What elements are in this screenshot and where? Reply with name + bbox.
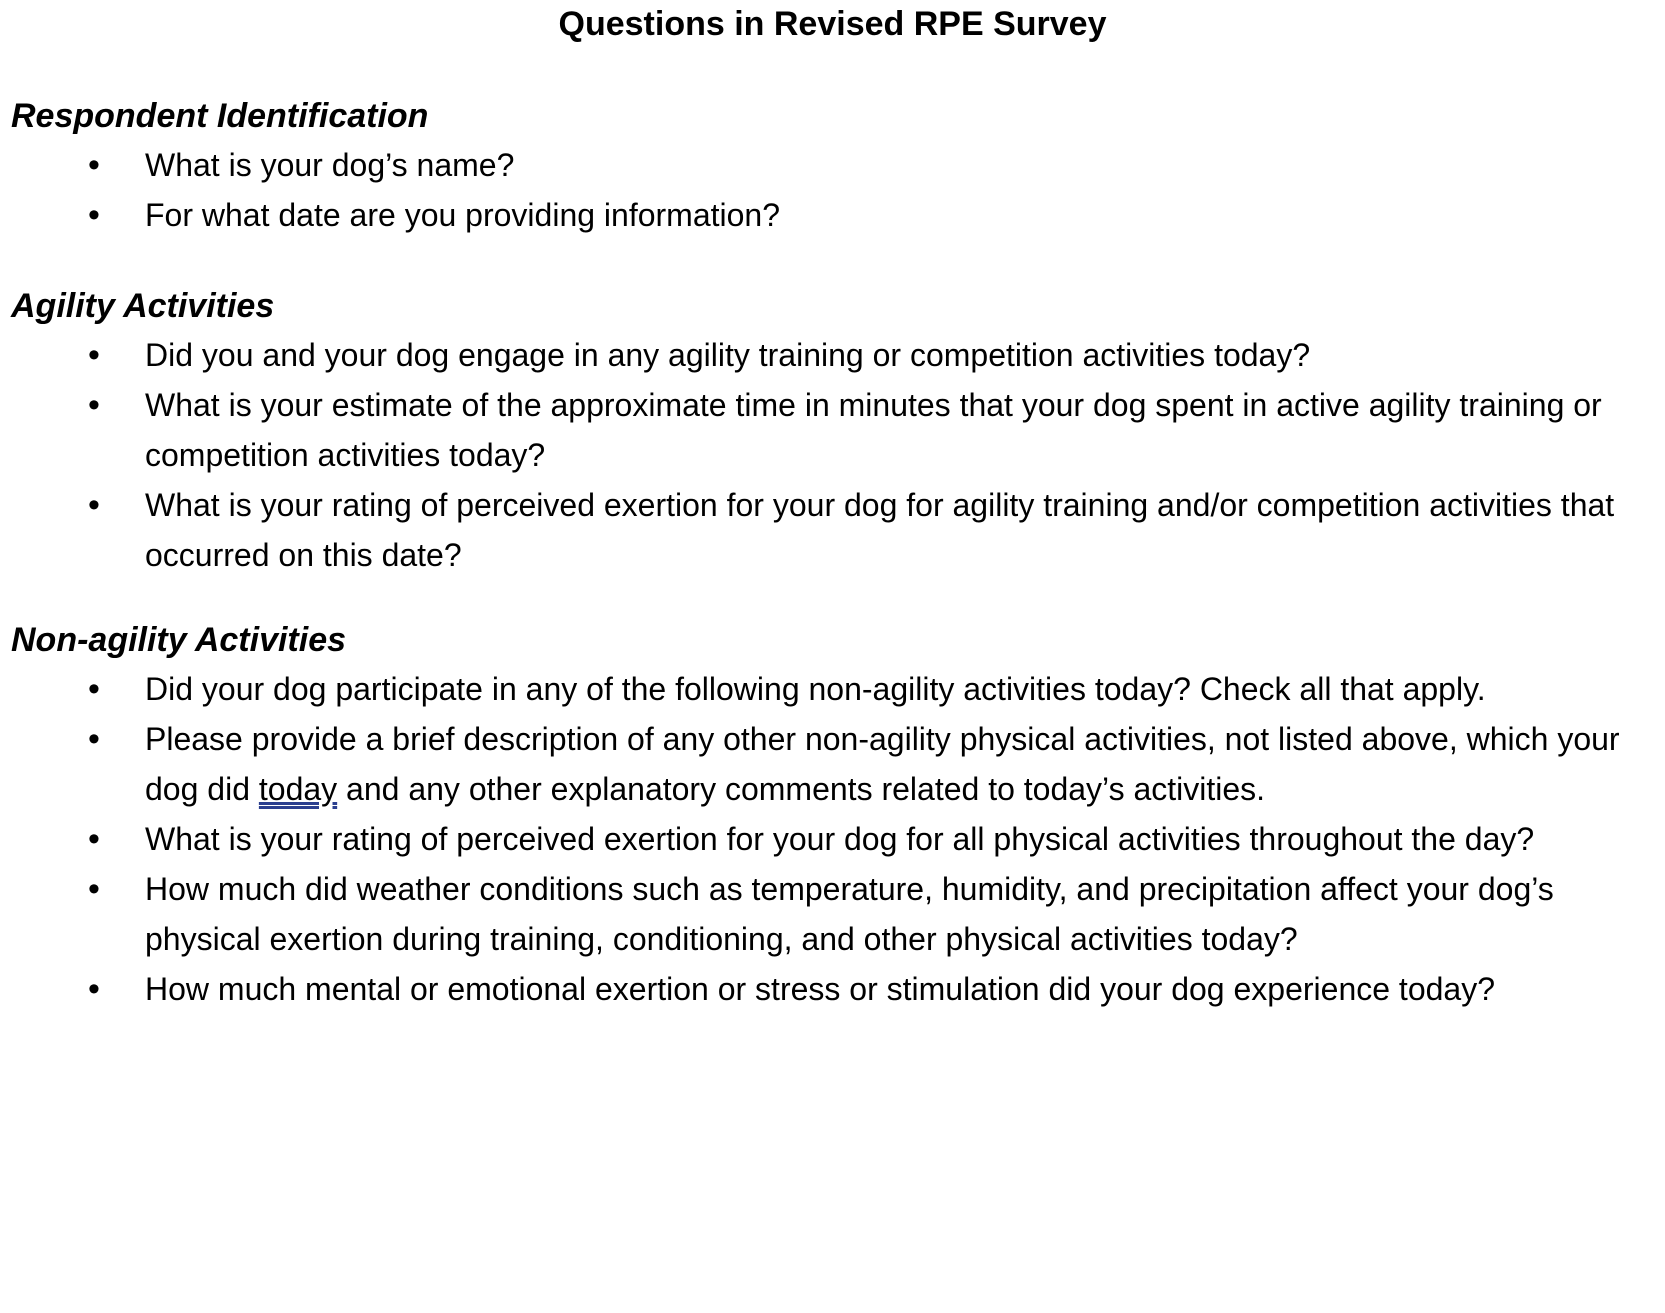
question-list (11, 330, 1656, 580)
spellcheck-underlined-word: today (258, 771, 338, 807)
question-text: Did you and your dog engage in any agility training or competition activities today? (145, 337, 1311, 373)
question-text: What is your estimate of the approximate time in minutes that your dog spent in active agility training or competition activities today? (145, 387, 1602, 473)
bullet-icon: • (88, 486, 100, 524)
question-list (11, 664, 1656, 1014)
section-heading: Agility Activities (11, 287, 275, 325)
section-heading: Non-agility Activities (11, 621, 347, 659)
section-non-agility-activities (11, 616, 1656, 1014)
section-heading: Respondent Identification (11, 97, 429, 135)
list-item (11, 964, 1656, 1014)
bullet-icon: • (88, 196, 100, 234)
question-text: For what date are you providing information? (145, 197, 781, 233)
question-text: How much did weather conditions such as temperature, humidity, and precipitation affect your dog’s physical exertion during training, conditioning, and other physical activities today? (145, 871, 1554, 957)
list-item (11, 664, 1656, 714)
bullet-icon: • (88, 146, 100, 184)
list-item (11, 380, 1656, 480)
list-item (11, 330, 1656, 380)
question-text: Did your dog participate in any of the following non-agility activities today? Check all that apply. (145, 671, 1486, 707)
bullet-icon: • (88, 386, 100, 424)
question-text: How much mental or emotional exertion or stress or stimulation did your dog experience today? (145, 971, 1495, 1007)
question-text (145, 714, 1656, 814)
list-item (11, 714, 1656, 814)
list-item (11, 480, 1656, 580)
question-text: What is your rating of perceived exertion for your dog for agility training and/or competition activities that occurred on this date? (145, 487, 1615, 573)
section-agility-activities (11, 282, 1656, 580)
bullet-icon: • (88, 670, 100, 708)
bullet-icon: • (88, 870, 100, 908)
question-list (11, 140, 1656, 240)
list-item (11, 814, 1656, 864)
bullet-icon: • (88, 820, 100, 858)
question-text-after: and any other explanatory comments related to today’s activities. (337, 771, 1266, 807)
question-text-before: Please provide a brief description of any other non-agility physical activities, not listed above, which your dog did (145, 721, 1620, 807)
question-text: What is your rating of perceived exertion for your dog for all physical activities throughout the day? (145, 821, 1535, 857)
bullet-icon: • (88, 970, 100, 1008)
list-item (11, 190, 1656, 240)
list-item (11, 864, 1656, 964)
question-text: What is your dog’s name? (145, 147, 515, 183)
bullet-icon: • (88, 720, 100, 758)
bullet-icon: • (88, 336, 100, 374)
section-respondent-identification (11, 92, 1656, 240)
list-item (11, 140, 1656, 190)
document-title: Questions in Revised RPE Survey (558, 5, 1107, 43)
